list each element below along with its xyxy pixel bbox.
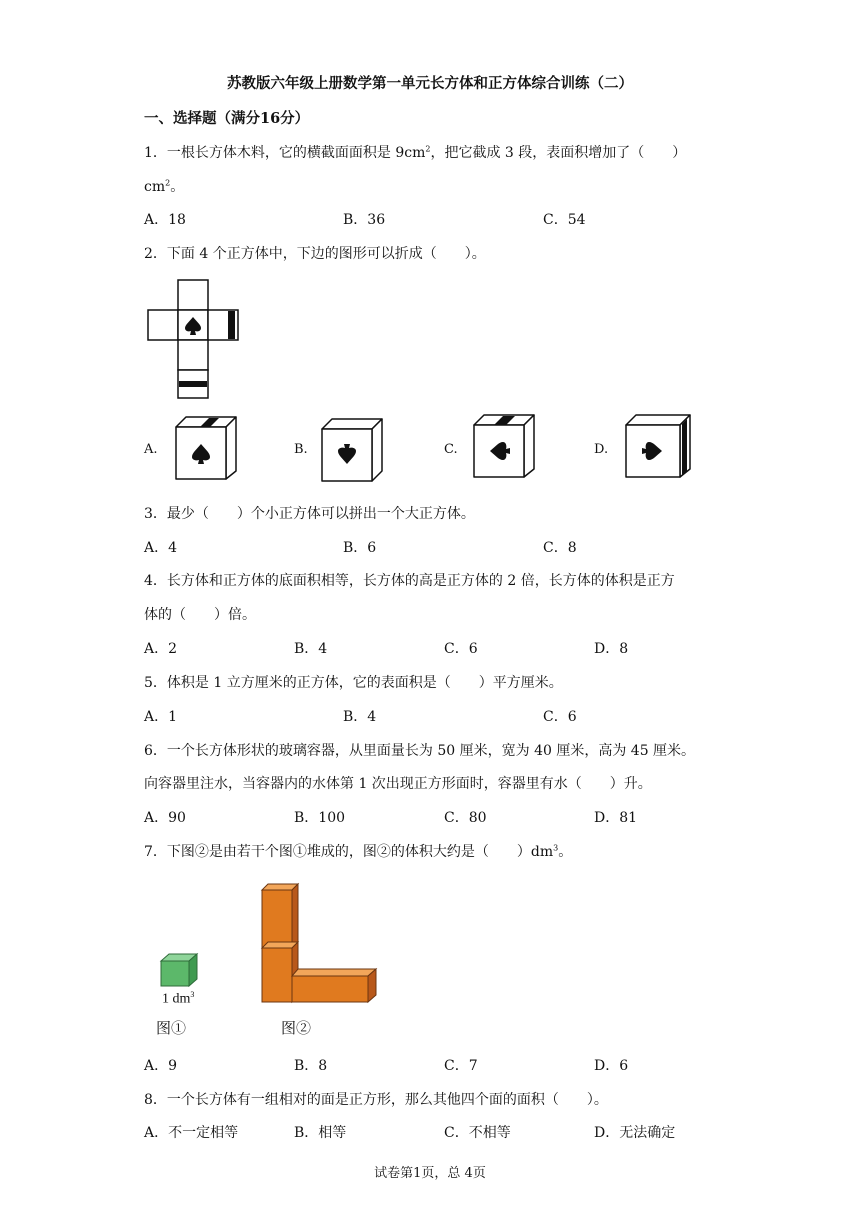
option-b[interactable]: B．相等 — [294, 1125, 347, 1141]
question-1-line-2 — [144, 176, 184, 196]
cube-option-d[interactable] — [622, 411, 696, 481]
option-a[interactable]: A．2 — [144, 641, 178, 657]
option-c-label[interactable]: C. — [444, 442, 458, 457]
question-2-text: 2．下面 4 个正方体中，下边的图形可以折成（ ）。 — [144, 246, 486, 262]
option-d-label[interactable]: D. — [594, 442, 609, 457]
option-a[interactable]: A．9 — [144, 1058, 178, 1074]
option-c[interactable]: C．7 — [444, 1058, 478, 1074]
punctuation: 。 — [558, 844, 573, 860]
question-5-text: 5．体积是 1 立方厘米的正方体，它的表面积是（ ）平方厘米。 — [144, 675, 563, 691]
green-cube-figure — [159, 953, 203, 989]
option-c[interactable]: C．不相等 — [444, 1125, 511, 1141]
page-footer: 试卷第1页，总 4页 — [374, 1166, 486, 1181]
option-b[interactable]: B．4 — [343, 709, 377, 725]
question-7-text-main: 7．下图②是由若干个图①堆成的，图②的体积大约是（ ）dm — [144, 844, 554, 860]
option-b[interactable]: B．6 — [343, 540, 377, 556]
option-c[interactable]: C．80 — [444, 810, 487, 826]
superscript: 2 — [165, 178, 171, 188]
option-c[interactable]: C．54 — [543, 212, 586, 228]
figure-1-caption: 图① — [156, 1021, 187, 1037]
question-4-line-2: 体的（ ）倍。 — [144, 607, 256, 623]
option-b-label[interactable]: B. — [294, 442, 308, 457]
orange-l-shape-figure — [258, 880, 378, 1006]
question-6-line-2: 向容器里注水，当容器内的水体第 1 次出现正方形面时，容器里有水（ ）升。 — [144, 776, 652, 792]
superscript: 3 — [190, 990, 195, 999]
cube-option-b[interactable] — [318, 415, 388, 485]
option-d[interactable]: D．81 — [594, 810, 638, 826]
option-a-label[interactable]: A. — [144, 442, 158, 457]
question-8-text: 8．一个长方体有一组相对的面是正方形，那么其他四个面的面积（ ）。 — [144, 1092, 608, 1108]
cube-option-c[interactable] — [470, 411, 540, 481]
unit-text: 1 dm — [162, 991, 191, 1007]
option-b[interactable]: B．8 — [294, 1058, 328, 1074]
page-title: 苏教版六年级上册数学第一单元长方体和正方体综合训练（二） — [227, 75, 633, 92]
figure-2-caption: 图② — [281, 1021, 312, 1037]
option-a[interactable]: A．4 — [144, 540, 178, 556]
figure-1-unit-label — [162, 990, 194, 1008]
option-b[interactable]: B．36 — [343, 212, 386, 228]
option-b[interactable]: B．100 — [294, 810, 346, 826]
superscript: 2 — [425, 144, 431, 154]
question-7-text — [144, 841, 572, 861]
option-d[interactable]: D．无法确定 — [594, 1125, 676, 1141]
option-b[interactable]: B．4 — [294, 641, 328, 657]
option-a[interactable]: A．1 — [144, 709, 178, 725]
option-a[interactable]: A．18 — [144, 212, 186, 228]
option-c[interactable]: C．6 — [444, 641, 478, 657]
question-6-line-1: 6．一个长方体形状的玻璃容器，从里面量长为 50 厘米，宽为 40 厘米，高为 45 厘米。 — [144, 743, 696, 759]
option-d[interactable]: D．8 — [594, 641, 629, 657]
cube-net-figure — [148, 280, 238, 400]
unit-text: cm — [144, 179, 166, 195]
question-1-text: 1．一根长方体木料，它的横截面面积是 9cm — [144, 145, 426, 161]
question-3-text: 3．最少（ ）个小正方体可以拼出一个大正方体。 — [144, 506, 475, 522]
superscript: 3 — [553, 843, 559, 853]
option-a[interactable]: A．90 — [144, 810, 186, 826]
option-d[interactable]: D．6 — [594, 1058, 629, 1074]
question-1-line-1 — [144, 142, 686, 162]
option-c[interactable]: C．8 — [543, 540, 577, 556]
cube-option-a[interactable] — [172, 413, 242, 483]
punctuation: 。 — [170, 179, 185, 195]
question-4-line-1: 4．长方体和正方体的底面积相等，长方体的高是正方体的 2 倍，长方体的体积是正方 — [144, 573, 675, 589]
option-c[interactable]: C．6 — [543, 709, 577, 725]
question-1-text-cont: ，把它截成 3 段，表面积增加了（ ） — [430, 145, 687, 161]
option-a[interactable]: A．不一定相等 — [144, 1125, 239, 1141]
section-heading: 一、选择题（满分16分） — [144, 110, 310, 127]
